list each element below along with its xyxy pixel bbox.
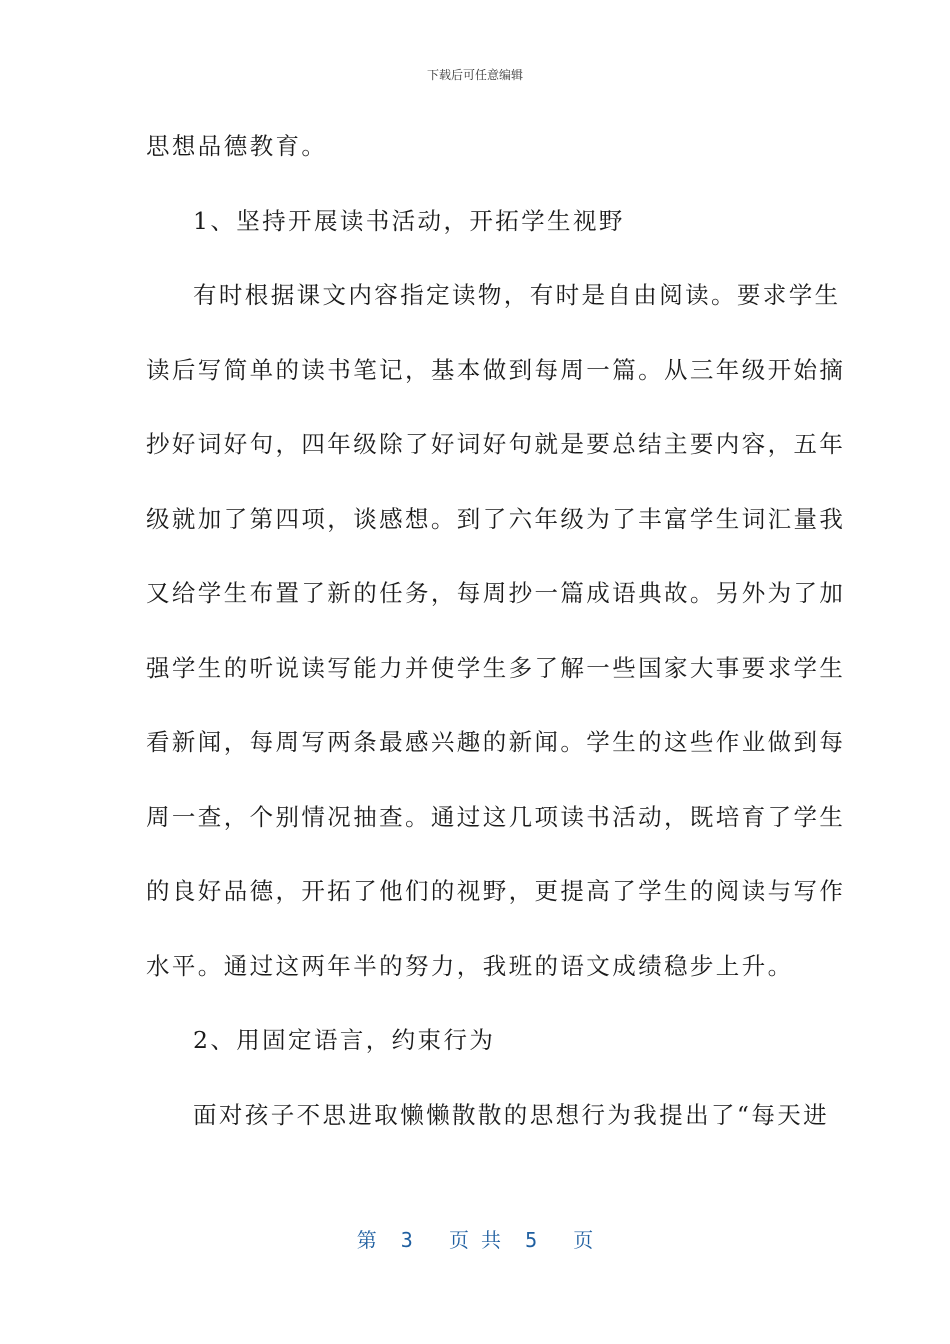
text-line: 思想品德教育。: [146, 132, 328, 160]
section-heading: 2、用固定语言，约束行为: [193, 1026, 496, 1054]
paragraph-line: 面对孩子不思进取懒懒散散的思想行为我提出了“每天进: [193, 1100, 830, 1129]
paragraph-line: 的良好品德，开拓了他们的视野，更提高了学生的阅读与写作: [146, 877, 846, 905]
paragraph-line: 有时根据课文内容指定读物，有时是自由阅读。要求学生: [193, 281, 841, 309]
paragraph-line: 强学生的听说读写能力并使学生多了解一些国家大事要求学生: [146, 653, 846, 682]
paragraph-line: 级就加了第四项，谈感想。到了六年级为了丰富学生词汇量我: [146, 504, 846, 533]
page-header-note: 下载后可任意编辑: [426, 68, 523, 82]
paragraph-line: 看新闻，每周写两条最感兴趣的新闻。学生的这些作业做到每: [146, 728, 846, 756]
page-number-footer: 第 3 页 共 5 页: [356, 1228, 594, 1252]
paragraph-line: 读后写简单的读书笔记，基本做到每周一篇。从三年级开始摘: [146, 355, 846, 384]
paragraph-line: 又给学生布置了新的任务，每周抄一篇成语典故。另外为了加: [146, 579, 846, 607]
document-body: [146, 122, 846, 1165]
paragraph-line: 抄好词好句，四年级除了好词好句就是要总结主要内容，五年: [146, 430, 846, 458]
section-heading: 1、坚持开展读书活动，开拓学生视野: [193, 206, 625, 235]
paragraph-line: 周一查，个别情况抽查。通过这几项读书活动，既培育了学生: [146, 802, 846, 831]
paragraph-line: 水平。通过这两年半的努力，我班的语文成绩稳步上升。: [146, 951, 794, 980]
